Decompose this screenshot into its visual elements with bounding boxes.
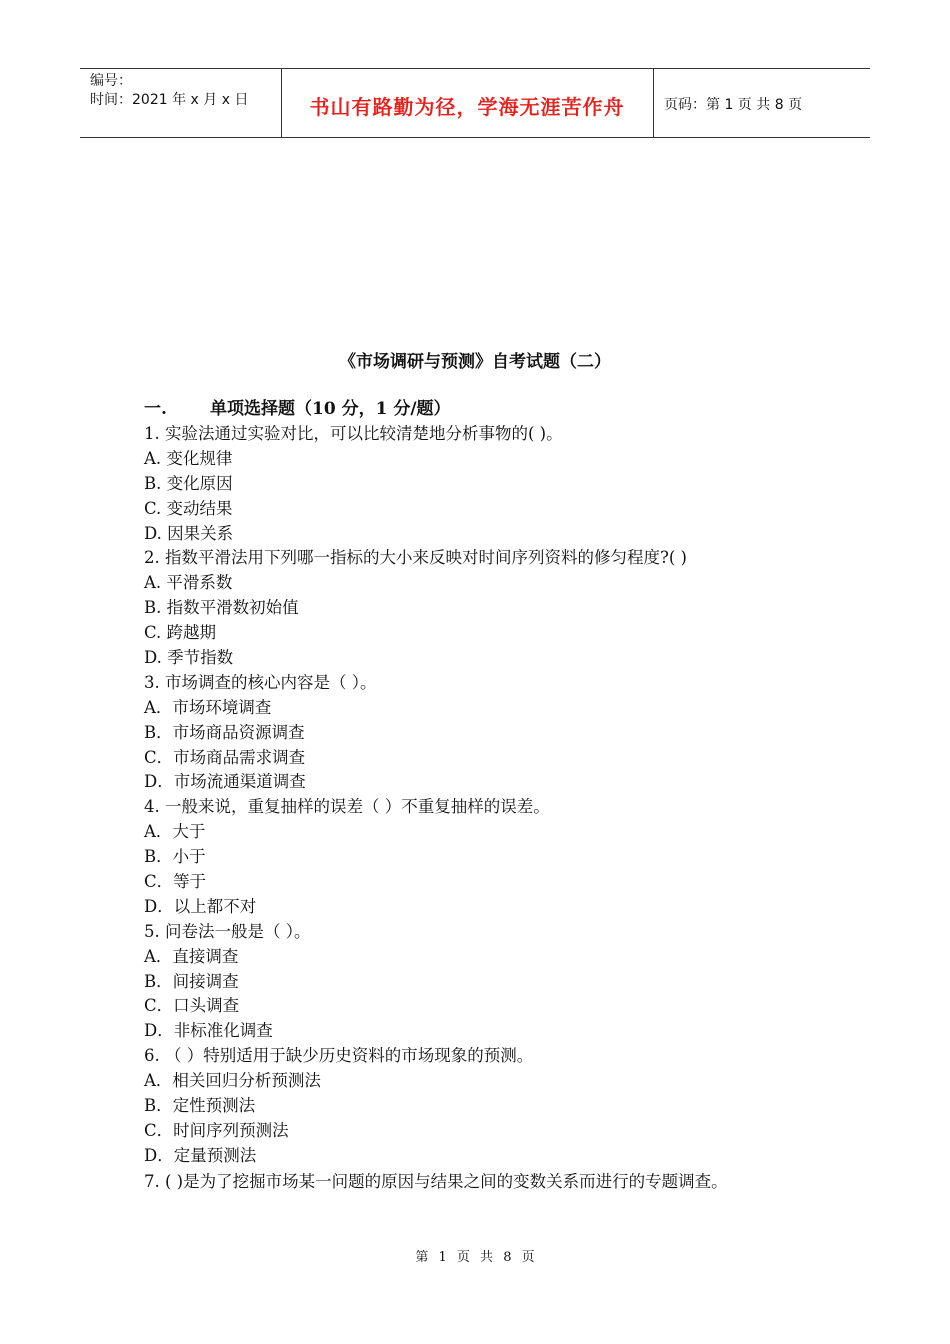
- option: B. 指数平滑数初始值: [144, 598, 299, 618]
- option: C. 跨越期: [144, 623, 217, 643]
- time-label: 时间：2021 年 x 月 x 日: [90, 92, 249, 108]
- question-list: [144, 397, 814, 1194]
- question-stem: 5. 问卷法一般是（ ）。: [144, 921, 311, 941]
- option: A．大于: [144, 822, 206, 842]
- option: D. 因果关系: [144, 523, 234, 543]
- question-stem: 2. 指数平滑法用下列哪一指标的大小来反映对时间序列资料的修匀程度?( ): [144, 548, 687, 568]
- option: A. 变化规律: [144, 448, 233, 468]
- option: C．口头调查: [144, 996, 240, 1016]
- section-number: 一.: [144, 399, 167, 419]
- option: C．时间序列预测法: [144, 1120, 289, 1140]
- option: D．以上都不对: [144, 896, 257, 916]
- option: B．小于: [144, 847, 206, 867]
- option: D．市场流通渠道调查: [144, 772, 306, 792]
- page-info: 页码：第 1 页 共 8 页: [664, 97, 803, 113]
- section-title: 单项选择题（10 分，1 分/题）: [210, 399, 451, 419]
- question-stem: 7. ( )是为了挖掘市场某一问题的原因与结果之间的变数关系而进行的专题调查。: [144, 1171, 728, 1191]
- option: B．市场商品资源调查: [144, 722, 305, 742]
- document-title: 《市场调研与预测》自考试题（二）: [339, 352, 611, 372]
- header-right-cell: [654, 69, 870, 137]
- section-heading: [144, 397, 814, 422]
- question-stem: 4. 一般来说，重复抽样的误差（ ）不重复抽样的误差。: [144, 797, 550, 817]
- option: B．定性预测法: [144, 1096, 256, 1116]
- option: D．非标准化调查: [144, 1021, 273, 1041]
- number-label: 编号：: [90, 73, 132, 89]
- question-stem: 1. 实验法通过实验对比，可以比较清楚地分析事物的( )。: [144, 424, 563, 443]
- option: A．直接调查: [144, 946, 239, 966]
- document-header: [80, 68, 870, 138]
- option: C．市场商品需求调查: [144, 747, 306, 767]
- option: B．间接调查: [144, 971, 239, 991]
- option: A. 平滑系数: [144, 573, 233, 593]
- question-stem: 6. （ ）特别适用于缺少历史资料的市场现象的预测。: [144, 1046, 534, 1066]
- option: D. 季节指数: [144, 648, 234, 668]
- header-middle-cell: [281, 69, 654, 137]
- question-stem: 3. 市场调查的核心内容是（ ）。: [144, 672, 377, 692]
- header-left-cell: [80, 69, 282, 137]
- option: C. 变动结果: [144, 498, 233, 518]
- option: D．定量预测法: [144, 1145, 257, 1165]
- motto: 书山有路勤为径，学海无涯苦作舟: [309, 95, 625, 119]
- option: A．市场环境调查: [144, 697, 272, 717]
- option: B. 变化原因: [144, 473, 233, 493]
- page-footer: 第 1 页 共 8 页: [415, 1250, 535, 1265]
- option: C．等于: [144, 872, 207, 892]
- option: A．相关回归分析预测法: [144, 1071, 321, 1091]
